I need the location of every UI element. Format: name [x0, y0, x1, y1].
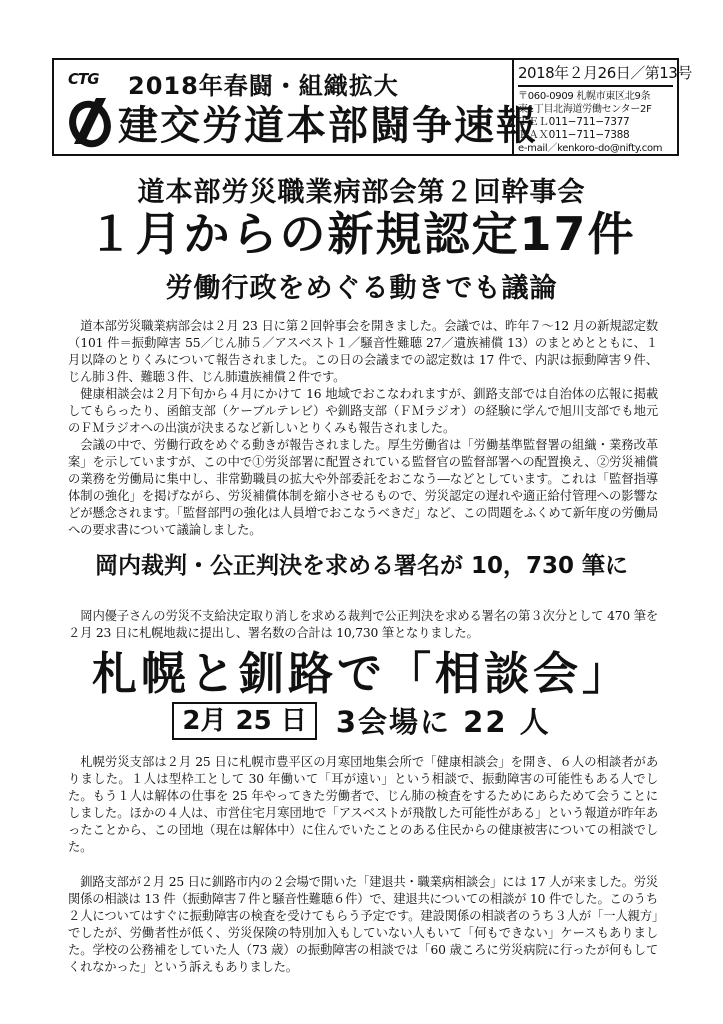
- fax-number: ＦＡＸ011−711−7388: [518, 129, 630, 141]
- masthead: [52, 58, 692, 156]
- logo-swoosh-icon: [66, 94, 114, 148]
- article1-kicker: 道本部労災職業病部会第２回幹事会: [137, 177, 586, 208]
- article1-headline: １月からの新規認定17件: [87, 207, 636, 261]
- article1-paragraph: 会議の中で、労働行政をめぐる動きが報告されました。厚生労働省は「労働基準監督署の組織・業務改革案」を示していますが、この中で①労災部署に配置されている監督官の監督部署への配置換え、②労災補償の業務を労働局に集中し、非常勤職員の拡大や外部委託をおこなう―などとしています。これは「監督指導体制の強化」を掲げながら、労災補償体制を縮小させるもので、労災認定の遅れや適正給付管理への影響などが懸念されます。「監督部門の強化は人員増でおこなうべきだ」など、この問題をふくめて新年度の労働局への要求書について議論しました。: [68, 438, 658, 538]
- masthead-slogan: 2018年春闘・組織拡大: [128, 72, 399, 100]
- address-line: 〒060-0909 札幌市東区北9条: [518, 91, 651, 102]
- article3-paragraph: 釧路支部が２月 25 日に釧路市内の２会場で開いた「建退共・職業病相談会」には 17 人が来ました。労災関係の相談は 13 件（振動障害７件と騒音性難聴６件）で、建退共についての相談が 10 件でした。このうち２人についてはすぐに振動障害の検査を受けてもらう予定です。建設関係の相談者のうち３人が「一人親方」でしたが、労働者性が低く、労災保険の特別加入もしていない人もいて「何もできない」ケースもありました。学校の公務補をしていた人（73 歳）の振動障害の相談では「60 歳ころに労災病院に行ったが何もしてくれなかった」という訴えもありました。: [68, 875, 658, 975]
- article1-subhead: 労働行政をめぐる動きでも議論: [165, 273, 558, 304]
- logo-text: CTG: [68, 70, 99, 88]
- article3-headline: 札幌と釧路で「相談会」: [91, 647, 631, 700]
- issue-date: 2018年２月26日／第13号: [518, 62, 673, 87]
- email-address: e-mail／kenkoro-do@nifty.com: [518, 143, 663, 154]
- article3-date-row: [0, 700, 723, 741]
- article1-paragraph: 健康相談会は２月下旬から４月にかけて 16 地域でおこなわれますが、釧路支部では自治体の広報に掲載してもらったり、函館支部（ケーブルテレビ）や釧路支部（ＦＭラジオ）の経験に学んで旭川支部でも地元のＦＭラジオへの出演が決まるなど新しいとりくみも報告されました。: [68, 387, 658, 436]
- article2-paragraph: 岡内優子さんの労災不支給決定取り消しを求める裁判で公正判決を求める署名の第３次分として 470 筆を２月 23 日に札幌地裁に提出し、署名数の合計は 10,730 筆となりました。: [68, 609, 658, 641]
- article3-date-box: 2月 25 日: [172, 702, 316, 740]
- union-logo: [60, 68, 122, 150]
- article3-attendance: 3会場に 22 人: [335, 705, 551, 739]
- masthead-title-block: [54, 60, 538, 154]
- article3-paragraph: 札幌労災支部は２月 25 日に札幌市豊平区の月寒団地集会所で「健康相談会」を開き、６人の相談者がありました。１人は型枠工として 30 年働いて「耳が遠い」という相談で、振動障害の可能性もある人でした。もう１人は解体の仕事を 25 年やってきた労働者で、じん肺の検査をするためにあらためて会うことにしました。ほかの４人は、市営住宅月寒団地で「アスベストが飛散した可能性がある」という報道が昨年あったことから、この団地（現在は解体中）に住んでいたことのある住民からの健康被害についての相談でした。: [68, 755, 658, 855]
- phone-number: ＴＥＬ011−711−7377: [518, 116, 630, 128]
- article1-paragraph: 道本部労災職業病部会は２月 23 日に第２回幹事会を開きました。会議では、昨年７〜12 月の新規認定数（101 件＝振動障害 55／じん肺５／アスベスト１／騒音性難聴 27／遺族補償 13）のまとめとともに、１月以降のとりくみについて報告されました。この日の会議までの認定数は 17 件で、内訳は振動障害９件、じん肺３件、難聴３件、じん肺遺族補償２件です。: [68, 319, 658, 385]
- article2-headline: 岡内裁判・公正判決を求める署名が 10，730 筆に: [94, 553, 629, 579]
- masthead-info-block: [514, 60, 692, 154]
- masthead-title: 建交労道本部闘争速報: [118, 103, 538, 149]
- address-line: 東1丁目北海道労働センター2F: [518, 104, 652, 115]
